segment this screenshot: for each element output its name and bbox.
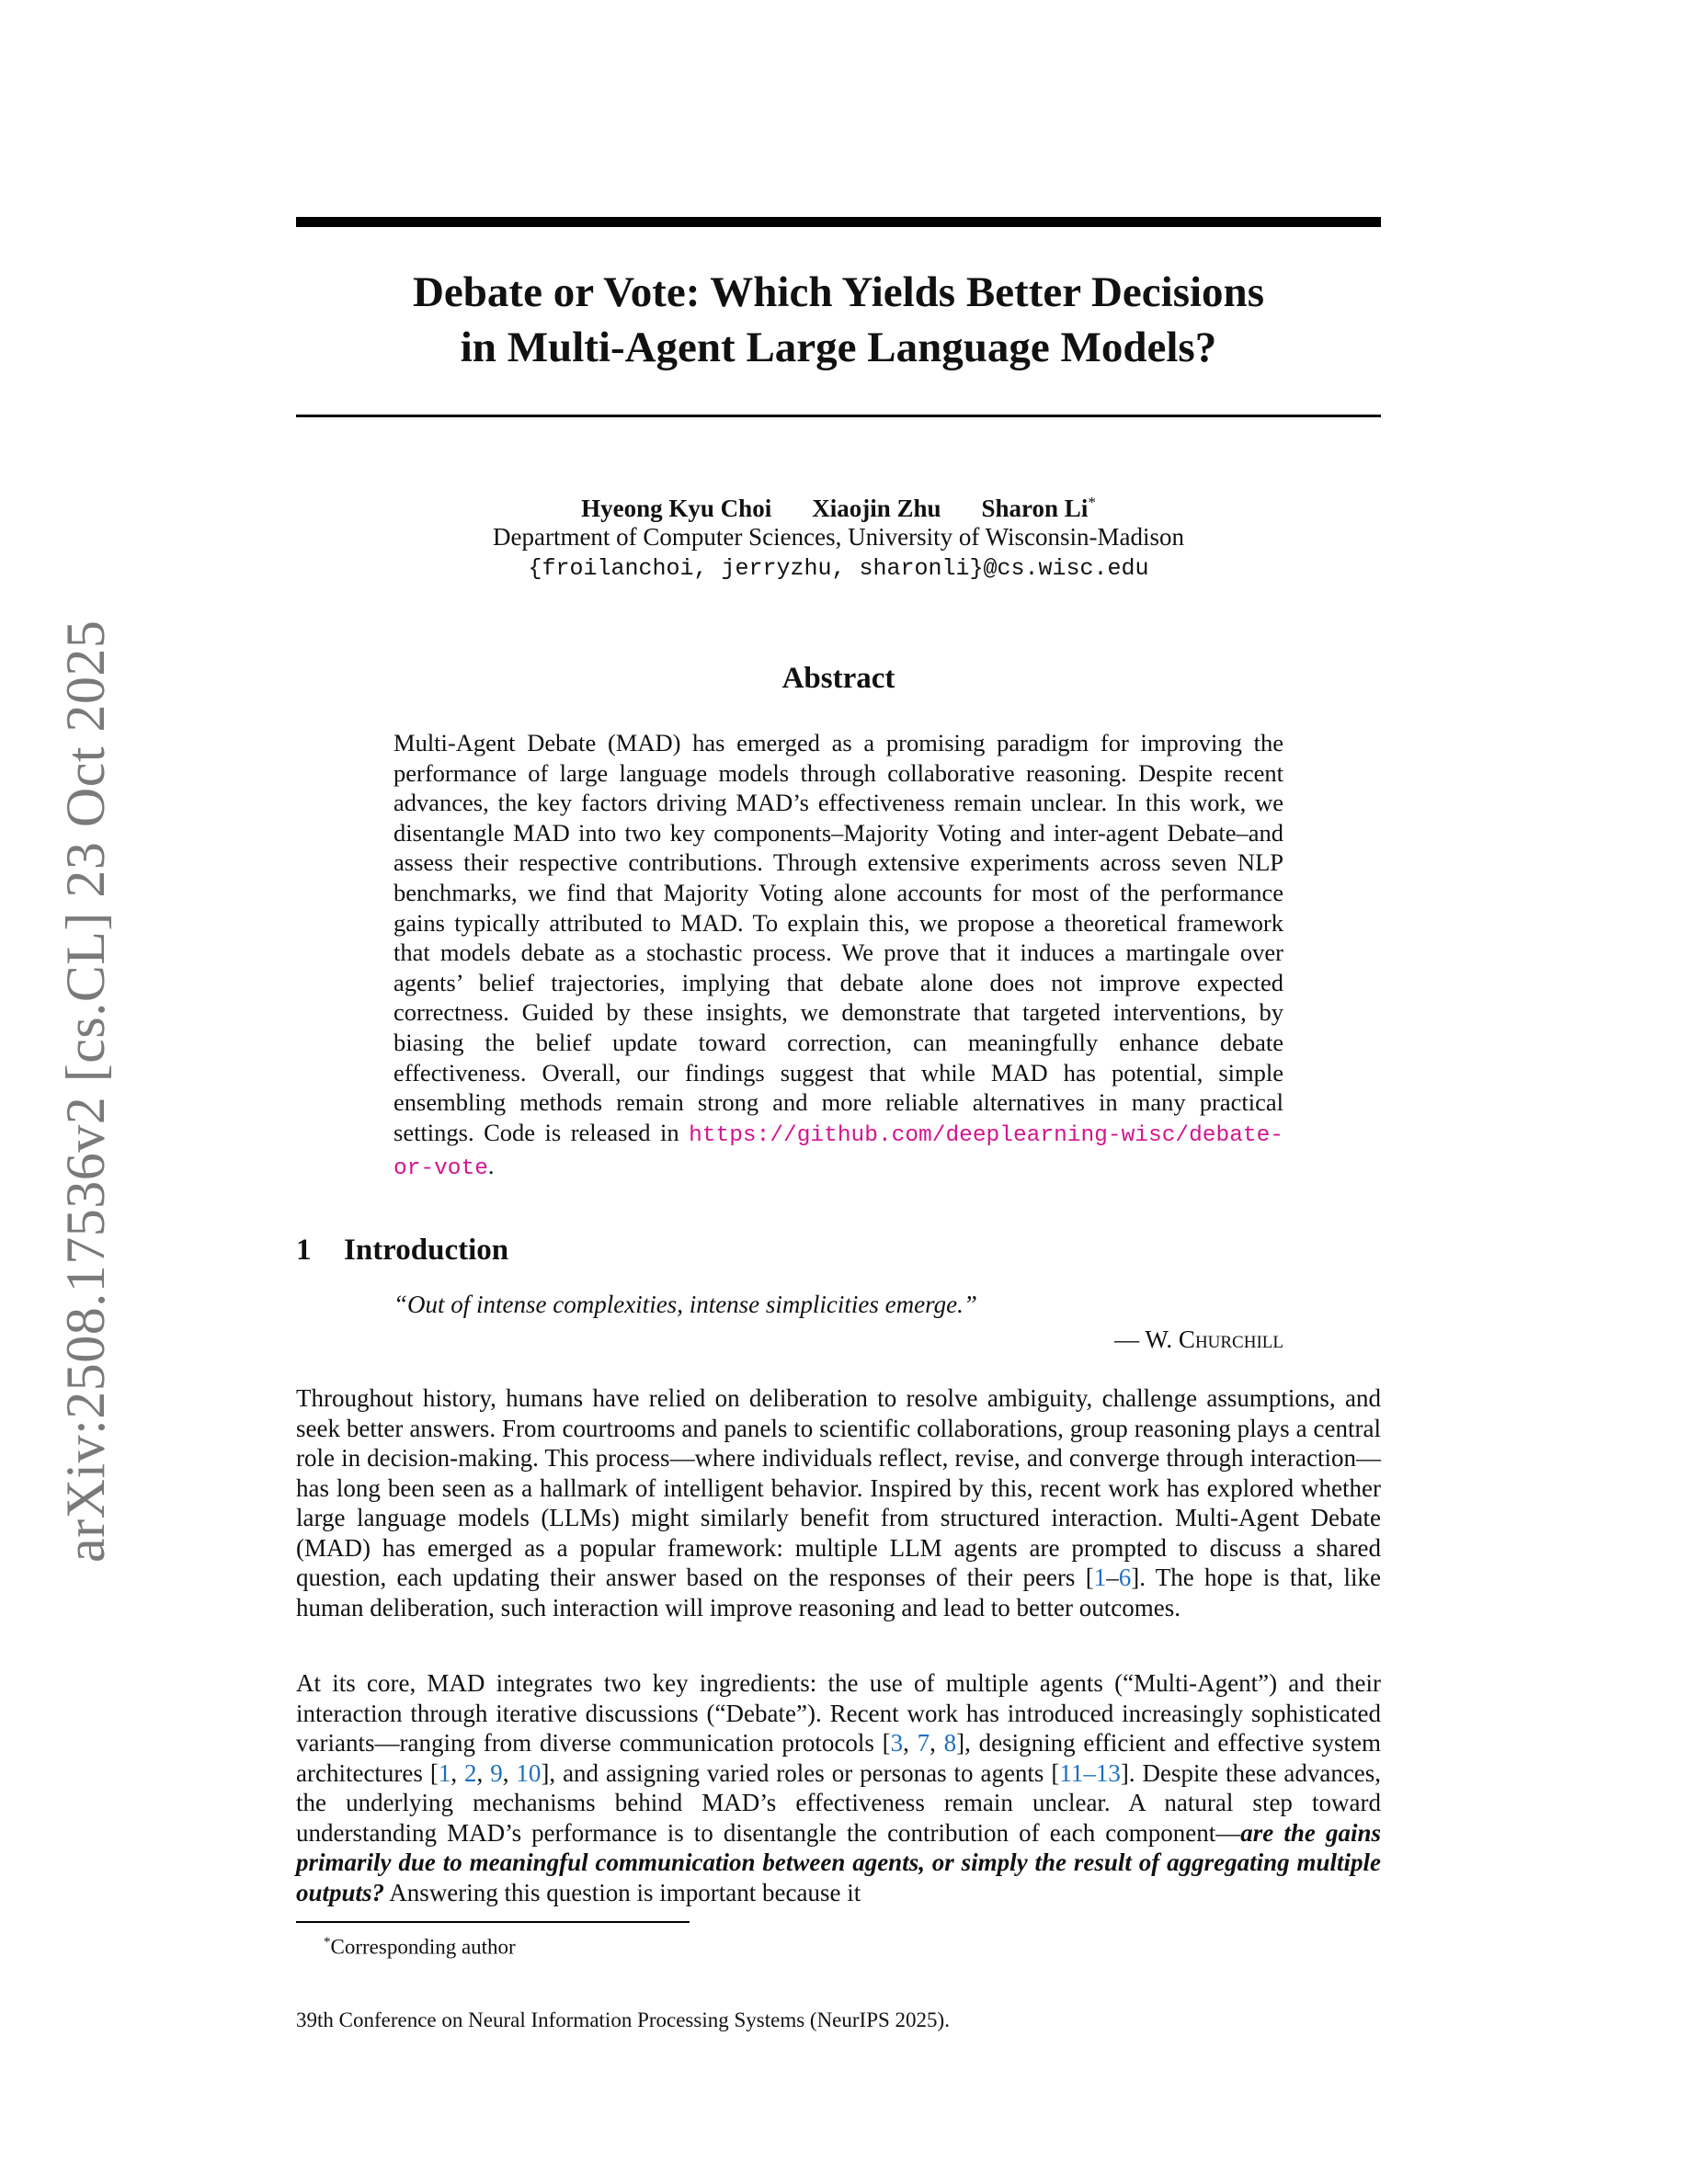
arxiv-stamp: arXiv:2508.17536v2 [cs.CL] 23 Oct 2025 <box>55 620 116 1563</box>
section-title: Introduction <box>344 1234 509 1267</box>
section-heading <box>296 1232 508 1268</box>
epigraph-quote: “Out of intense complexities, intense simplicities emerge.” <box>393 1291 977 1318</box>
title-line-1: Debate or Vote: Which Yields Better Decisions <box>412 268 1264 316</box>
author-1: Hyeong Kyu Choi <box>581 495 772 522</box>
intro-paragraph-1: Throughout history, humans have relied on deliberation to resolve ambiguity, challenge assumptions, and seek better answers. From courtrooms and panels to scientific collaborations, group reasoning plays a central role in decision-making. This process—where individuals reflect, revise, and converge through interaction—has long been seen as a hallmark of intelligent behavior. Inspired by this, recent work has explored whether large language models (LLMs) might similarly benefit from structured interaction. Multi-Agent Debate (MAD) has emerged as a popular framework: multiple LLM agents are prompted to discuss a shared question, each updating their answer based on the responses of their peers [1–6]. The hope is that, like human deliberation, such interaction will improve reasoning and lead to better outcomes. <box>296 1384 1381 1621</box>
abstract-body: Multi-Agent Debate (MAD) has emerged as a promising paradigm for improving the performance of large language models through collaborative reasoning. Despite recent advances, the key factors driving MAD’s effectiveness remain unclear. In this work, we disentangle MAD into two key components–Majority Voting and inter-agent Debate–and assess their respective contributions. Through extensive experiments across seven NLP benchmarks, we find that Majority Voting alone accounts for most of the performance gains typically attributed to MAD. To explain this, we propose a theoretical framework that models debate as a stochastic process. We prove that it induces a martingale over agents’ belief trajectories, implying that debate alone does not improve expected correctness. Guided by these insights, we demonstrate that targeted interventions, by biasing the belief update toward correction, can meaningfully enhance debate effectiveness. Overall, our findings suggest that while MAD has potential, simple ensembling methods remain strong and more reliable alternatives in many practical settings. Code is released in https://github.com/deeplearning-wisc/debate-or-vote. <box>393 729 1284 1182</box>
footnote-rule <box>296 1921 690 1923</box>
title-bottom-rule <box>296 415 1381 417</box>
citation-link[interactable]: 11 <box>1059 1758 1084 1787</box>
intro-paragraph-2: At its core, MAD integrates two key ingredients: the use of multiple agents (“Multi-Agent”) and their interaction through iterative discussions (“Debate”). Recent work has introduced increasingly sophisticated variants—ranging from diverse communication protocols [3, 7, 8], designing efficient and effective system architectures [1, 2, 9, 10], and assigning varied roles or personas to agents [11–13]. Despite these advances, the underlying mechanisms behind MAD’s effectiveness remain unclear. A natural step toward understanding MAD’s performance is to disentangle the contribution of each component—are the gains primarily due to meaningful communication between agents, or simply the result of aggregating multiple outputs? Answering this question is important because it <box>296 1669 1382 1906</box>
title-top-rule <box>296 217 1381 227</box>
citation-link[interactable]: 1 <box>1093 1564 1107 1591</box>
paper-title <box>296 265 1381 375</box>
author-2: Xiaojin Zhu <box>812 495 941 522</box>
research-question: are the gains primarily due to meaningful communication between agents, or simply the result of aggregating multiple outputs? <box>296 1818 1381 1906</box>
citation-link[interactable]: 8 <box>943 1729 957 1757</box>
epigraph-attribution: — W. Churchill <box>1114 1325 1283 1353</box>
title-line-2: in Multi-Agent Large Language Models? <box>460 324 1217 371</box>
abstract-heading: Abstract <box>781 662 895 695</box>
author-list <box>296 487 1381 524</box>
citation-link[interactable]: –13 <box>1083 1758 1121 1787</box>
affiliation: Department of Computer Sciences, University of Wisconsin-Madison <box>492 523 1185 551</box>
citation-link[interactable]: 7 <box>917 1729 930 1757</box>
venue-note: 39th Conference on Neural Information Processing Systems (NeurIPS 2025). <box>296 2008 950 2031</box>
corresponding-mark: * <box>1088 494 1096 511</box>
citation-link[interactable]: 1 <box>438 1758 451 1787</box>
citation-link[interactable]: 3 <box>890 1729 904 1757</box>
footnote: *Corresponding author <box>324 1935 516 1959</box>
citation-link[interactable]: 9 <box>490 1758 503 1787</box>
citation-link[interactable]: 10 <box>516 1758 542 1787</box>
citation-link[interactable]: 6 <box>1118 1564 1132 1591</box>
author-3: Sharon Li* <box>981 494 1096 522</box>
section-number: 1 <box>296 1234 312 1267</box>
abstract-text: Multi-Agent Debate (MAD) has emerged as a promising paradigm for improving the performance of large language models through collaborative reasoning. Despite recent advances, the key factors driving MAD’s effectiveness remain unclear. In this work, we disentangle MAD into two key components–Majority Voting and inter-agent Debate–and assess their respective contributions. Through extensive experiments across seven NLP benchmarks, we find that Majority Voting alone accounts for most of the performance gains typically attributed to MAD. To explain this, we propose a theoretical framework that models debate as a stochastic process. We prove that it induces a martingale over agents’ belief trajectories, implying that debate alone does not improve expected correctness. Guided by these insights, we demonstrate that targeted interventions, by biasing the belief update toward correction, can meaningfully enhance debate effectiveness. Overall, our findings suggest that while MAD has potential, simple ensembling methods remain strong and more reliable alternatives in many practical settings. Code is released in <box>393 729 1283 1146</box>
citation-link[interactable]: 2 <box>464 1758 477 1787</box>
author-emails: {froilanchoi, jerryzhu, sharonli}@cs.wisc.edu <box>528 555 1149 582</box>
code-url-link[interactable]: https://github.com/deeplearning-wisc/debate-or-vote <box>393 1122 1284 1182</box>
